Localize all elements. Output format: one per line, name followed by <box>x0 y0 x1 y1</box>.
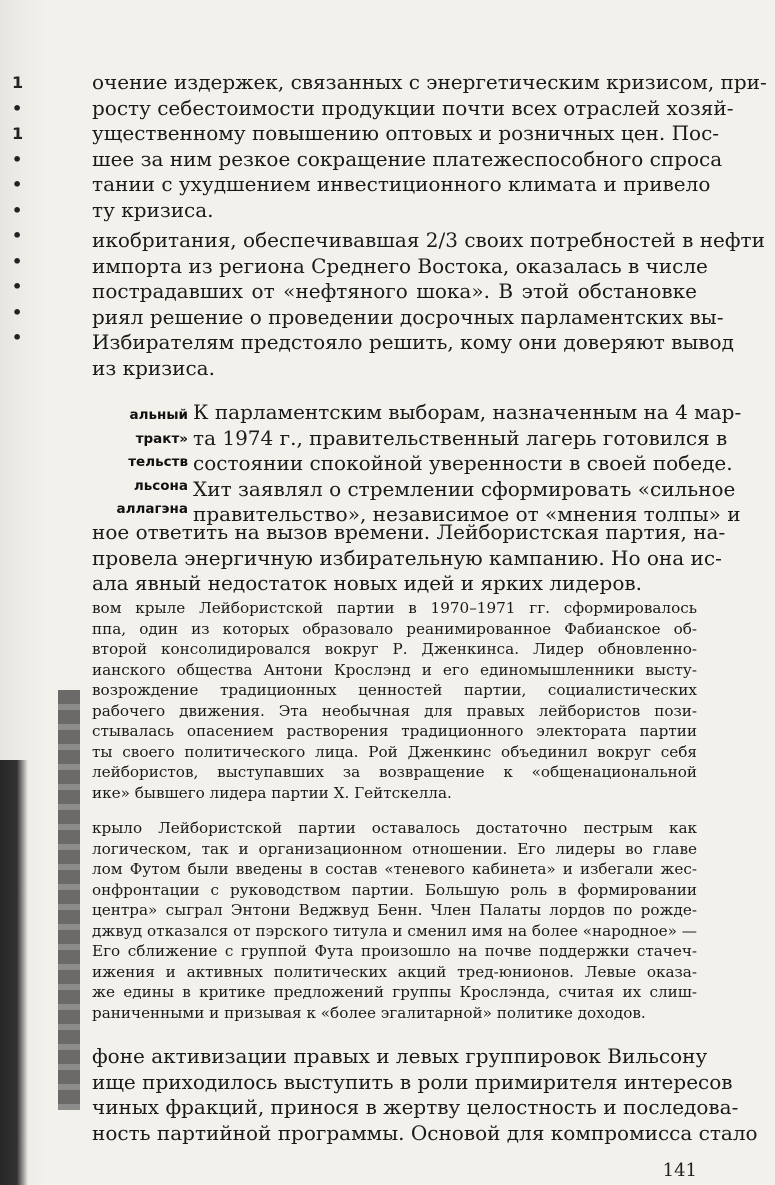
gutter-mark: • <box>12 98 26 118</box>
text-line: раниченными и призывая к «более эгалитарной» политике доходов. <box>92 1003 646 1022</box>
gutter-mark: • <box>12 149 26 169</box>
gutter-mark: • <box>12 200 26 220</box>
text-line: та 1974 г., правительственный лагерь готовился в <box>193 425 728 450</box>
text-line: фоне активизации правых и левых группировок Вильсону <box>92 1044 708 1068</box>
paragraph-5 <box>92 598 697 803</box>
text-line: ианского общества Антони Крослэнд и его единомышленники высту- <box>92 660 697 679</box>
text-line: Хит заявлял о стремлении сформировать «сильное <box>193 476 736 501</box>
text-line: центра» сыграл Энтони Веджвуд Бенн. Член Палаты лордов по рожде- <box>92 901 697 919</box>
text-line: стывалась опасением растворения традиционного электората партии <box>92 722 697 740</box>
text-line: рабочего движения. Эта необычная для правых лейбористов пози- <box>92 701 697 720</box>
side-heading-line: тельств <box>128 454 188 470</box>
page-number: 141 <box>662 1160 697 1181</box>
text-line: онфронтации с руководством партии. Большую роль в формировании <box>92 880 697 899</box>
text-line: ище приходилось выступить в роли примирителя интересов <box>92 1069 733 1094</box>
text-line: ты своего политического лица. Рой Дженкинс объединил вокруг себя <box>92 742 697 761</box>
text-line: ное ответить на вызов времени. Лейбористская партия, на- <box>92 520 726 544</box>
text-line: ппа, один из которых образовало реанимированное Фабианское об- <box>92 619 697 638</box>
gutter-mark: • <box>12 302 26 322</box>
side-heading-line: льсона <box>133 477 188 494</box>
text-line: тании с ухудшением инвестиционного климата и привело <box>92 172 711 196</box>
text-line: росту себестоимости продукции почти всех отраслей хозяй- <box>92 95 734 120</box>
text-line: ущественному повышению оптовых и розничных цен. Пос- <box>92 121 720 145</box>
gutter-marks <box>12 70 52 351</box>
text-line: ту кризиса. <box>92 197 214 222</box>
gutter-mark: • <box>12 277 26 296</box>
text-line: Избирателям предстояло решить, кому они доверяют вывод <box>92 330 734 354</box>
paragraph-7 <box>92 1044 758 1146</box>
text-line: лейбористов, выступавших за возвращение к «общенациональной <box>92 763 697 781</box>
gutter-mark: 1 <box>12 73 27 92</box>
side-heading-line: тракт» <box>135 430 188 447</box>
gutter-mark: • <box>12 226 26 245</box>
text-line: ность партийной программы. Основой для компромисса стало <box>92 1120 758 1145</box>
paragraph-4 <box>92 520 726 597</box>
text-line: риял решение о проведении досрочных парламентских вы- <box>92 304 724 329</box>
text-line: лом Футом были введены в состав «теневого кабинета» и избегали жес- <box>92 860 697 878</box>
text-line: шее за ним резкое сокращение платежеспособного спроса <box>92 146 723 171</box>
side-heading <box>60 404 188 522</box>
text-line: крыло Лейбористской партии оставалось достаточно пестрым как <box>92 819 697 837</box>
text-line: же едины в критике предложений группы Крослэнда, считая их слиш- <box>92 983 697 1001</box>
paragraph-6 <box>92 818 697 1023</box>
text-line: импорта из региона Среднего Востока, оказалась в числе <box>92 253 708 278</box>
text-line: К парламентским выборам, назначенным на 4 мар- <box>193 400 742 424</box>
text-line: ижения и активных политических акций тред-юнионов. Левые оказа- <box>92 962 697 981</box>
text-line: пострадавших от «нефтяного шока». В этой обстановке <box>92 279 697 303</box>
side-heading-line: альный <box>129 407 188 423</box>
paragraph-2 <box>92 228 765 381</box>
scan-artifact <box>58 690 80 1110</box>
text-line: ике» бывшего лидера партии Х. Гейтскелла. <box>92 783 452 802</box>
scan-shadow <box>0 760 28 1185</box>
gutter-mark: • <box>12 251 26 271</box>
text-line: чиных фракций, принося в жертву целостность и последова- <box>92 1095 739 1119</box>
gutter-mark: 1 <box>12 124 27 143</box>
text-line: второй консолидировался вокруг Р. Дженкинса. Лидер обновленно- <box>92 640 697 658</box>
text-line: вом крыле Лейбористской партии в 1970–1971 гг. сформировалось <box>92 599 697 617</box>
paragraph-3 <box>193 400 742 528</box>
text-line: джвуд отказался от пэрского титула и сменил имя на более «народное» — <box>92 921 697 940</box>
text-line: из кризиса. <box>92 355 215 380</box>
gutter-mark: • <box>12 175 26 194</box>
text-line: Его сближение с группой Фута произошло на почве поддержки стачеч- <box>92 942 697 960</box>
side-heading-line: аллагэна <box>116 501 188 517</box>
text-line: правительство», независимое от «мнения толпы» и <box>193 502 741 526</box>
text-line: провела энергичную избирательную кампанию. Но она ис- <box>92 545 722 570</box>
text-line: икобритания, обеспечивавшая 2/3 своих потребностей в нефти <box>92 228 765 252</box>
paragraph-1 <box>92 70 767 223</box>
text-line: логическом, так и организационном отношении. Его лидеры во главе <box>92 839 697 858</box>
text-line: состоянии спокойной уверенности в своей победе. <box>193 451 733 475</box>
gutter-mark: • <box>12 328 26 347</box>
text-line: ала явный недостаток новых идей и ярких лидеров. <box>92 571 642 595</box>
text-line: возрождение традиционных ценностей партии, социалистических <box>92 681 697 699</box>
text-line: очение издержек, связанных с энергетическим кризисом, при- <box>92 70 767 94</box>
